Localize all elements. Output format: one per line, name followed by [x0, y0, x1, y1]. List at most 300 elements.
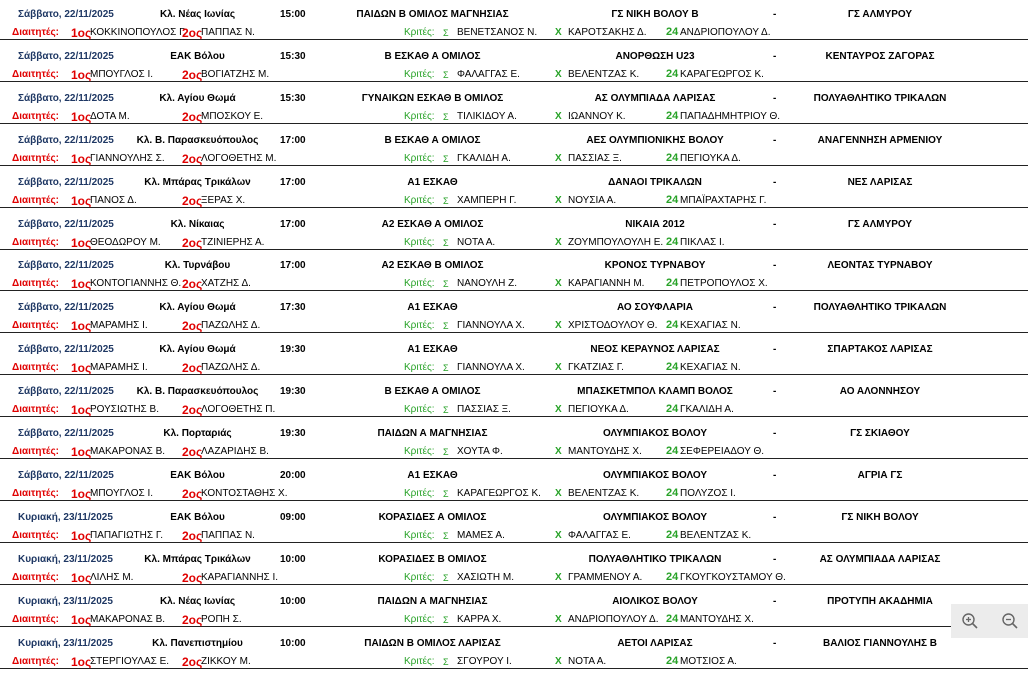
game-time: 17:00 [280, 176, 306, 188]
judge-x-mark: Χ [555, 571, 562, 583]
game-competition: Β ΕΣΚΑΘ Α ΟΜΙΛΟΣ [384, 134, 481, 146]
home-team: ΟΛΥΜΠΙΑΚΟΣ ΒΟΛΟΥ [602, 511, 708, 523]
first-referee-label: 1ος [71, 403, 92, 418]
game-info-line [0, 131, 1028, 149]
vs-separator: - [773, 386, 777, 398]
game-info-line [0, 382, 1028, 400]
second-referee-label: 2ος [182, 26, 203, 40]
second-referee-label: 2ος [182, 570, 203, 585]
first-referee-name: ΜΑΡΑΜΗΣ Ι. [90, 362, 148, 374]
game-row [0, 170, 1028, 212]
first-referee-label: 1ος [71, 570, 92, 585]
vs-separator: - [773, 637, 777, 649]
away-team: ΒΑΛΙΟΣ ΓΙΑΝΝΟΥΛΗΣ Β [822, 637, 938, 649]
judge-x-mark: Χ [555, 320, 562, 332]
away-team: ΠΡΟΤΥΠΗ ΑΚΑΔΗΜΙΑ [827, 595, 933, 607]
game-officials-line [0, 651, 1028, 669]
first-referee-name: ΠΑΝΟΣ Δ. [90, 194, 137, 206]
away-team: ΛΕΟΝΤΑΣ ΤΥΡΝΑΒΟΥ [827, 260, 933, 272]
away-team: ΑΟ ΑΛΟΝΝΗΣΟΥ [839, 386, 921, 398]
game-officials-line [0, 483, 1028, 501]
referees-label: Διαιτητές: [12, 68, 59, 80]
away-team: ΠΟΛΥΑΘΛΗΤΙΚΟ ΤΡΙΚΑΛΩΝ [813, 92, 947, 104]
judge-s-name: ΧΑΣΙΩΤΗ Μ. [457, 571, 514, 583]
vs-separator: - [773, 134, 777, 146]
game-date: Σάββατο, 22/11/2025 [18, 218, 114, 230]
first-referee-name: ΛΙΛΗΣ Μ. [90, 571, 134, 583]
judge-s-mark: Σ [443, 195, 449, 206]
game-info-line [0, 256, 1028, 274]
second-referee-label: 2ος [182, 151, 203, 166]
referees-label: Διαιτητές: [12, 571, 59, 583]
second-referee-label: 2ος [182, 612, 203, 627]
referees-label: Διαιτητές: [12, 27, 59, 38]
game-date: Κυριακή, 23/11/2025 [18, 511, 113, 523]
judge-s-name: ΓΚΑΛΙΔΗ Α. [457, 152, 511, 164]
game-venue: Κλ. Β. Παρασκευόπουλος [136, 134, 259, 146]
game-row [0, 86, 1028, 128]
game-row [0, 547, 1028, 589]
judge-x-name: ΧΡΙΣΤΟΔΟΥΛΟΥ Θ. [568, 320, 658, 332]
second-referee-name: ΒΟΓΙΑΤΖΗΣ Μ. [201, 68, 270, 80]
second-referee-name: ΛΟΓΟΘΕΤΗΣ Μ. [201, 152, 277, 164]
game-venue: Κλ. Μπάρας Τρικάλων [144, 176, 251, 188]
first-referee-label: 1ος [71, 654, 92, 669]
vs-separator: - [773, 511, 777, 523]
judge-24-mark: 24 [666, 319, 679, 332]
referees-label: Διαιτητές: [12, 613, 59, 625]
game-time: 17:30 [280, 302, 306, 314]
game-info-line [0, 508, 1028, 526]
game-officials-line [0, 190, 1028, 208]
away-team: ΓΣ ΑΛΜΥΡΟΥ [847, 218, 913, 230]
first-referee-name: ΣΤΕΡΓΙΟΥΛΑΣ Ε. [90, 655, 170, 667]
game-officials-line [0, 64, 1028, 82]
vs-separator: - [773, 428, 777, 439]
game-time: 17:00 [280, 260, 306, 272]
first-referee-label: 1ος [71, 486, 92, 501]
judge-x-mark: Χ [555, 278, 562, 290]
judge-s-mark: Σ [443, 153, 449, 164]
game-competition: ΠΑΙΔΩΝ Β ΟΜΙΛΟΣ ΛΑΡΙΣΑΣ [364, 637, 501, 649]
second-referee-name: ΤΖΙΝΙΕΡΗΣ Α. [201, 236, 265, 248]
judge-x-name: ΝΟΥΣΙΑ Α. [568, 194, 617, 206]
first-referee-name: ΜΑΚΑΡΟΝΑΣ Β. [90, 446, 166, 457]
judge-s-name: ΧΟΥΤΑ Φ. [457, 446, 503, 457]
vs-separator: - [773, 92, 777, 104]
judge-24-name: ΚΕΧΑΓΙΑΣ Ν. [680, 320, 741, 332]
judge-s-mark: Σ [443, 614, 449, 625]
game-officials-line [0, 567, 1028, 585]
game-competition: Α1 ΕΣΚΑΘ [407, 344, 458, 356]
first-referee-label: 1ος [71, 109, 92, 124]
home-team: ΠΟΛΥΑΘΛΗΤΙΚΟ ΤΡΙΚΑΛΩΝ [588, 553, 722, 565]
referees-label: Διαιτητές: [12, 362, 59, 374]
judge-24-mark: 24 [666, 151, 679, 164]
judge-s-name: ΚΑΡΡΑ Χ. [457, 613, 502, 625]
game-info-line [0, 5, 1028, 23]
game-info-line [0, 298, 1028, 316]
judge-x-mark: Χ [555, 404, 562, 416]
game-row [0, 463, 1028, 505]
first-referee-label: 1ος [71, 26, 92, 40]
second-referee-label: 2ος [182, 193, 203, 208]
second-referee-label: 2ος [182, 67, 203, 82]
referees-label: Διαιτητές: [12, 320, 59, 332]
game-officials-line [0, 525, 1028, 543]
judge-x-name: ΦΑΛΑΓΓΑΣ Ε. [568, 529, 631, 541]
judge-s-mark: Σ [443, 488, 449, 499]
referees-label: Διαιτητές: [12, 446, 59, 457]
judges-label: Κριτές: [404, 613, 435, 625]
home-team: ΑΝΟΡΘΩΣΗ U23 [615, 50, 695, 62]
game-row [0, 505, 1028, 547]
judge-s-name: ΤΙΛΙΚΙΔΟΥ Α. [457, 110, 517, 122]
first-referee-name: ΠΑΠΑΓΙΩΤΗΣ Γ. [90, 529, 164, 541]
game-competition: Α1 ΕΣΚΑΘ [407, 176, 458, 188]
judge-s-mark: Σ [443, 237, 449, 248]
judge-s-name: ΧΑΜΠΕΡΗ Γ. [457, 194, 517, 206]
judge-24-name: ΜΑΝΤΟΥΔΗΣ Χ. [680, 613, 754, 625]
judge-s-name: ΝΟΤΑ Α. [457, 236, 496, 248]
judge-x-mark: Χ [555, 152, 562, 164]
judges-label: Κριτές: [404, 152, 435, 164]
judge-s-mark: Σ [443, 69, 449, 80]
game-officials-line [0, 106, 1028, 124]
game-time: 10:00 [280, 595, 306, 607]
first-referee-label: 1ος [71, 445, 92, 459]
judge-s-mark: Σ [443, 279, 449, 290]
vs-separator: - [773, 50, 777, 62]
judge-24-mark: 24 [666, 403, 679, 416]
second-referee-name: ΠΑΠΠΑΣ Ν. [201, 27, 255, 38]
judges-label: Κριτές: [404, 571, 435, 583]
judge-s-name: ΦΑΛΑΓΓΑΣ Ε. [457, 68, 520, 80]
game-officials-line [0, 441, 1028, 459]
game-date: Κυριακή, 23/11/2025 [18, 595, 113, 607]
judge-24-name: ΠΕΓΙΟΥΚΑ Δ. [680, 152, 741, 164]
judges-label: Κριτές: [404, 655, 435, 667]
first-referee-label: 1ος [71, 235, 92, 250]
game-info-line [0, 592, 1028, 610]
second-referee-name: ΞΕΡΑΣ Χ. [201, 194, 246, 206]
game-officials-line [0, 609, 1028, 627]
judge-24-name: ΚΕΧΑΓΙΑΣ Ν. [680, 362, 741, 374]
judge-x-name: ΒΕΛΕΝΤΖΑΣ Κ. [568, 68, 640, 80]
first-referee-name: ΘΕΟΔΩΡΟΥ Μ. [90, 236, 161, 248]
first-referee-name: ΚΟΚΚΙΝΟΠΟΥΛΟΣ Γ. [90, 27, 187, 38]
game-date: Σάββατο, 22/11/2025 [18, 386, 114, 398]
home-team: ΟΛΥΜΠΙΑΚΟΣ ΒΟΛΟΥ [602, 428, 708, 439]
judges-label: Κριτές: [404, 320, 435, 332]
game-venue: ΕΑΚ Βόλου [170, 511, 225, 523]
referees-label: Διαιτητές: [12, 152, 59, 164]
judge-s-name: ΒΕΝΕΤΣΑΝΟΣ Ν. [457, 27, 538, 38]
judge-24-name: ΑΝΔΡΙΟΠΟΥΛΟΥ Δ. [680, 27, 771, 38]
vs-separator: - [773, 260, 777, 272]
judges-label: Κριτές: [404, 68, 435, 80]
first-referee-name: ΜΑΚΑΡΟΝΑΣ Β. [90, 613, 166, 625]
game-date: Σάββατο, 22/11/2025 [18, 469, 114, 481]
judge-x-mark: Χ [555, 362, 562, 374]
game-date: Σάββατο, 22/11/2025 [18, 92, 114, 104]
game-officials-line [0, 22, 1028, 40]
first-referee-label: 1ος [71, 151, 92, 166]
referees-label: Διαιτητές: [12, 529, 59, 541]
game-row [0, 2, 1028, 44]
judge-24-mark: 24 [666, 570, 679, 583]
referees-label: Διαιτητές: [12, 194, 59, 206]
judge-24-name: ΚΑΡΑΓΕΩΡΓΟΣ Κ. [680, 68, 764, 80]
judges-label: Κριτές: [404, 362, 435, 374]
second-referee-name: ΚΑΡΑΓΙΑΝΝΗΣ Ι. [201, 571, 279, 583]
game-competition: Α2 ΕΣΚΑΘ Α ΟΜΙΛΟΣ [381, 218, 484, 230]
away-team: ΓΣ ΣΚΙΑΘΟΥ [850, 428, 910, 439]
first-referee-name: ΜΑΡΑΜΗΣ Ι. [90, 320, 148, 332]
game-competition: ΠΑΙΔΩΝ Β ΟΜΙΛΟΣ ΜΑΓΝΗΣΙΑΣ [356, 9, 509, 20]
judge-x-mark: Χ [555, 236, 562, 248]
second-referee-name: ΛΟΓΟΘΕΤΗΣ Π. [201, 404, 276, 416]
referees-label: Διαιτητές: [12, 236, 59, 248]
judge-24-mark: 24 [666, 67, 679, 80]
game-info-line [0, 173, 1028, 191]
first-referee-name: ΡΟΥΣΙΩΤΗΣ Β. [90, 404, 159, 416]
judge-x-mark: Χ [555, 27, 562, 38]
judge-x-name: ΓΚΑΤΖΙΑΣ Γ. [568, 362, 624, 374]
second-referee-label: 2ος [182, 445, 203, 459]
game-row [0, 295, 1028, 337]
home-team: ΜΠΑΣΚΕΤΜΠΟΛ ΚΛΑΜΠ ΒΟΛΟΣ [577, 386, 733, 398]
away-team: ΠΟΛΥΑΘΛΗΤΙΚΟ ΤΡΙΚΑΛΩΝ [813, 302, 947, 314]
home-team: ΑΣ ΟΛΥΜΠΙΑΔΑ ΛΑΡΙΣΑΣ [594, 92, 716, 104]
game-info-line [0, 550, 1028, 568]
game-date: Κυριακή, 23/11/2025 [18, 637, 113, 649]
judge-x-name: ΠΕΓΙΟΥΚΑ Δ. [568, 404, 629, 416]
first-referee-name: ΜΠΟΥΓΛΟΣ Ι. [90, 68, 154, 80]
judge-s-mark: Σ [443, 111, 449, 122]
judge-s-name: ΓΙΑΝΝΟΥΛΑ Χ. [457, 320, 525, 332]
judge-24-mark: 24 [666, 486, 679, 499]
game-time: 19:30 [280, 386, 306, 398]
game-venue: ΕΑΚ Βόλου [170, 469, 225, 481]
judges-label: Κριτές: [404, 110, 435, 122]
game-info-line [0, 424, 1028, 442]
away-team: ΣΠΑΡΤΑΚΟΣ ΛΑΡΙΣΑΣ [827, 344, 933, 356]
judge-24-name: ΠΟΛΥΖΟΣ Ι. [680, 487, 736, 499]
judge-s-mark: Σ [443, 530, 449, 541]
game-venue: Κλ. Νέας Ιωνίας [159, 595, 236, 607]
judges-label: Κριτές: [404, 236, 435, 248]
first-referee-label: 1ος [71, 361, 92, 376]
second-referee-name: ΚΟΝΤΟΣΤΑΘΗΣ Χ. [201, 487, 288, 499]
game-row [0, 589, 1028, 631]
judge-s-name: ΜΑΜΕΣ Α. [457, 529, 505, 541]
home-team: ΓΣ ΝΙΚΗ ΒΟΛΟΥ Β [611, 9, 699, 20]
judge-x-name: ΝΟΤΑ Α. [568, 655, 607, 667]
game-officials-line [0, 357, 1028, 375]
game-officials-line [0, 273, 1028, 291]
judge-24-name: ΓΚΟΥΓΚΟΥΣΤΑΜΟΥ Θ. [680, 571, 786, 583]
zoom-controls [951, 604, 1028, 638]
second-referee-name: ΠΑΠΠΑΣ Ν. [201, 529, 255, 541]
game-info-line [0, 340, 1028, 358]
home-team: ΑΕΤΟΙ ΛΑΡΙΣΑΣ [617, 637, 693, 649]
game-date: Σάββατο, 22/11/2025 [18, 344, 114, 356]
judge-x-name: ΚΑΡΑΓΙΑΝΝΗ Μ. [568, 278, 645, 290]
away-team: ΑΝΑΓΕΝΝΗΣΗ ΑΡΜΕΝΙΟΥ [817, 134, 943, 146]
second-referee-label: 2ος [182, 235, 203, 250]
zoom-out-icon[interactable] [1001, 612, 1019, 630]
game-venue: Κλ. Β. Παρασκευόπουλος [136, 386, 259, 398]
first-referee-label: 1ος [71, 67, 92, 82]
game-competition: ΚΟΡΑΣΙΔΕΣ Β ΟΜΙΛΟΣ [378, 553, 487, 565]
game-time: 09:00 [280, 511, 306, 523]
away-team: ΓΣ ΑΛΜΥΡΟΥ [847, 9, 913, 20]
game-competition: ΠΑΙΔΩΝ Α ΜΑΓΝΗΣΙΑΣ [377, 595, 488, 607]
judge-24-mark: 24 [666, 612, 679, 625]
judge-s-mark: Σ [443, 28, 449, 38]
game-venue: Κλ. Αγίου Θωμά [159, 344, 236, 356]
judge-24-name: ΓΚΑΛΙΔΗ Α. [680, 404, 734, 416]
judge-24-name: ΣΕΦΕΡΕΙΑΔΟΥ Θ. [680, 446, 765, 457]
first-referee-label: 1ος [71, 319, 92, 334]
game-competition: Β ΕΣΚΑΘ Α ΟΜΙΛΟΣ [384, 50, 481, 62]
judge-x-mark: Χ [555, 68, 562, 80]
vs-separator: - [773, 595, 777, 607]
judge-x-mark: Χ [555, 529, 562, 541]
game-venue: Κλ. Τυρνάβου [164, 260, 231, 272]
judges-label: Κριτές: [404, 487, 435, 499]
judge-24-name: ΠΙΚΛΑΣ Ι. [680, 236, 725, 248]
referees-label: Διαιτητές: [12, 110, 59, 122]
first-referee-name: ΔΟΤΑ Μ. [90, 110, 130, 122]
judge-s-mark: Σ [443, 363, 449, 374]
game-row [0, 337, 1028, 379]
game-date: Κυριακή, 23/11/2025 [18, 553, 113, 565]
judge-x-name: ΖΟΥΜΠΟΥΛΟΥΛΗ Ε. [568, 236, 664, 248]
game-competition: ΓΥΝΑΙΚΩΝ ΕΣΚΑΘ Β ΟΜΙΛΟΣ [361, 92, 504, 104]
game-time: 19:30 [280, 344, 306, 356]
second-referee-label: 2ος [182, 654, 203, 669]
vs-separator: - [773, 176, 777, 188]
first-referee-name: ΚΟΝΤΟΓΙΑΝΝΗΣ Θ. [90, 278, 182, 290]
judge-x-name: ΜΑΝΤΟΥΔΗΣ Χ. [568, 446, 642, 457]
judge-s-name: ΚΑΡΑΓΕΩΡΓΟΣ Κ. [457, 487, 541, 499]
judge-s-mark: Σ [443, 572, 449, 583]
vs-separator: - [773, 302, 777, 314]
judges-label: Κριτές: [404, 27, 435, 38]
referees-label: Διαιτητές: [12, 404, 59, 416]
game-date: Σάββατο, 22/11/2025 [18, 260, 114, 272]
vs-separator: - [773, 218, 777, 230]
judges-label: Κριτές: [404, 278, 435, 290]
second-referee-name: ΡΟΠΗ Σ. [201, 613, 242, 625]
game-officials-line [0, 315, 1028, 333]
judge-24-mark: 24 [666, 109, 679, 122]
game-time: 10:00 [280, 553, 306, 565]
second-referee-name: ΜΠΟΣΚΟΥ Ε. [201, 110, 264, 122]
second-referee-name: ΠΑΖΩΛΗΣ Δ. [201, 320, 261, 332]
judge-24-mark: 24 [666, 654, 679, 667]
judge-x-name: ΙΩΑΝΝΟΥ Κ. [568, 110, 626, 122]
game-info-line [0, 47, 1028, 65]
judge-x-mark: Χ [555, 446, 562, 457]
game-date: Σάββατο, 22/11/2025 [18, 134, 114, 146]
home-team: ΑΟ ΣΟΥΦΛΑΡΙΑ [616, 302, 694, 314]
judge-x-name: ΓΡΑΜΜΕΝΟΥ Α. [568, 571, 643, 583]
judge-s-mark: Σ [443, 656, 449, 667]
judge-x-name: ΚΑΡΟΤΣΑΚΗΣ Δ. [568, 27, 647, 38]
second-referee-label: 2ος [182, 528, 203, 543]
game-venue: Κλ. Αγίου Θωμά [159, 92, 236, 104]
game-venue: Κλ. Αγίου Θωμά [159, 302, 236, 314]
game-row [0, 212, 1028, 254]
second-referee-name: ΛΑΖΑΡΙΔΗΣ Β. [201, 446, 269, 457]
judges-label: Κριτές: [404, 194, 435, 206]
game-officials-line [0, 232, 1028, 250]
game-date: Σάββατο, 22/11/2025 [18, 428, 114, 439]
first-referee-label: 1ος [71, 612, 92, 627]
judge-s-name: ΓΙΑΝΝΟΥΛΑ Χ. [457, 362, 525, 374]
game-venue: ΕΑΚ Βόλου [170, 50, 225, 62]
judge-24-mark: 24 [666, 445, 679, 457]
referees-label: Διαιτητές: [12, 278, 59, 290]
judge-24-name: ΠΑΠΑΔΗΜΗΤΡΙΟΥ Θ. [680, 110, 781, 122]
second-referee-label: 2ος [182, 319, 203, 334]
game-date: Σάββατο, 22/11/2025 [18, 50, 114, 62]
home-team: ΔΑΝΑΟΙ ΤΡΙΚΑΛΩΝ [608, 176, 702, 188]
judge-24-mark: 24 [666, 277, 679, 290]
game-officials-line [0, 148, 1028, 166]
judge-x-mark: Χ [555, 613, 562, 625]
vs-separator: - [773, 469, 777, 481]
second-referee-label: 2ος [182, 486, 203, 501]
second-referee-name: ΠΑΖΩΛΗΣ Δ. [201, 362, 261, 374]
game-venue: Κλ. Πανεπιστημίου [152, 637, 243, 649]
game-officials-line [0, 399, 1028, 417]
game-info-line [0, 215, 1028, 233]
game-row [0, 128, 1028, 170]
first-referee-name: ΜΠΟΥΓΛΟΣ Ι. [90, 487, 154, 499]
game-time: 15:30 [280, 92, 306, 104]
game-row [0, 379, 1028, 421]
game-date: Σάββατο, 22/11/2025 [18, 176, 114, 188]
judge-x-mark: Χ [555, 110, 562, 122]
vs-separator: - [773, 9, 777, 20]
zoom-in-icon[interactable] [961, 612, 979, 630]
game-venue: Κλ. Πορταριάς [163, 428, 232, 439]
game-venue: Κλ. Νίκαιας [170, 218, 225, 230]
judge-x-mark: Χ [555, 194, 562, 206]
game-time: 15:00 [280, 9, 306, 20]
game-time: 15:30 [280, 50, 306, 62]
judge-s-mark: Σ [443, 405, 449, 416]
judge-x-name: ΒΕΛΕΝΤΖΑΣ Κ. [568, 487, 640, 499]
judge-s-name: ΣΓΟΥΡΟΥ Ι. [457, 655, 512, 667]
judge-x-name: ΑΝΔΡΙΟΠΟΥΛΟΥ Δ. [568, 613, 659, 625]
game-info-line [0, 634, 1028, 652]
game-time: 19:30 [280, 428, 306, 439]
judge-24-name: ΒΕΛΕΝΤΖΑΣ Κ. [680, 529, 752, 541]
game-info-line [0, 89, 1028, 107]
game-row [0, 44, 1028, 86]
judge-s-name: ΠΑΣΣΙΑΣ Ξ. [457, 404, 511, 416]
first-referee-label: 1ος [71, 277, 92, 292]
referees-label: Διαιτητές: [12, 487, 59, 499]
game-info-line [0, 466, 1028, 484]
game-time: 20:00 [280, 469, 306, 481]
vs-separator: - [773, 553, 777, 565]
